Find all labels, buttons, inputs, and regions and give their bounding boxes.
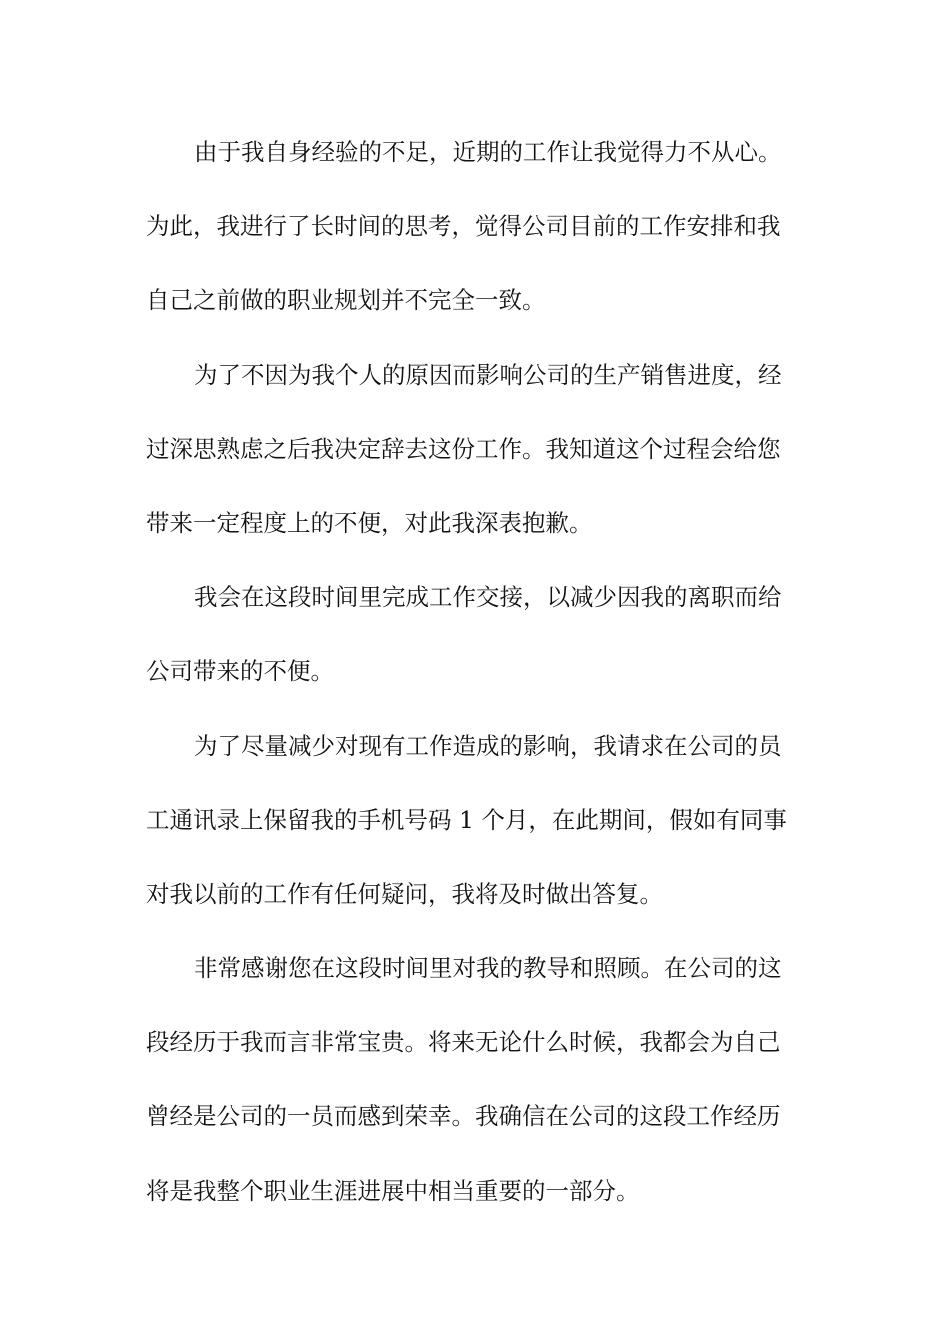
paragraph-line: 为了不因为我个人的原因而影响公司的生产销售进度，经	[194, 360, 782, 389]
paragraph-2	[146, 355, 811, 578]
paragraph-line: 带来一定程度上的不便，对此我深表抱歉。	[146, 508, 593, 537]
paragraph-line: 工通讯录上保留我的手机号码 1 个月，在此期间，假如有同事	[146, 805, 787, 834]
paragraph-5	[146, 948, 811, 1245]
paragraph-line: 非常感谢您在这段时间里对我的教导和照顾。在公司的这	[194, 954, 782, 983]
paragraph-line: 曾经是公司的一员而感到荣幸。我确信在公司的这段工作经历	[146, 1102, 781, 1131]
paragraph-line: 公司带来的不便。	[146, 657, 334, 686]
paragraph-line: 为了尽量减少对现有工作造成的影响，我请求在公司的员	[194, 731, 782, 760]
paragraph-3	[146, 577, 811, 725]
paragraph-line: 过深思熟虑之后我决定辞去这份工作。我知道这个过程会给您	[146, 434, 781, 463]
paragraph-line: 将是我整个职业生涯进展中相当重要的一部分。	[146, 1176, 640, 1205]
paragraph-line: 自己之前做的职业规划并不完全一致。	[146, 286, 546, 315]
paragraph-line: 我会在这段时间里完成工作交接，以减少因我的离职而给	[194, 583, 782, 612]
paragraph-line: 对我以前的工作有任何疑问，我将及时做出答复。	[146, 879, 663, 908]
paragraph-line: 由于我自身经验的不足，近期的工作让我觉得力不从心。	[194, 138, 782, 166]
paragraph-line: 段经历于我而言非常宝贵。将来无论什么时候，我都会为自己	[146, 1028, 781, 1057]
letter-body	[146, 132, 811, 1245]
paragraph-line: 为此，我进行了长时间的思考，觉得公司目前的工作安排和我	[146, 212, 781, 241]
paragraph-1	[146, 132, 811, 355]
paragraph-4	[146, 726, 811, 949]
